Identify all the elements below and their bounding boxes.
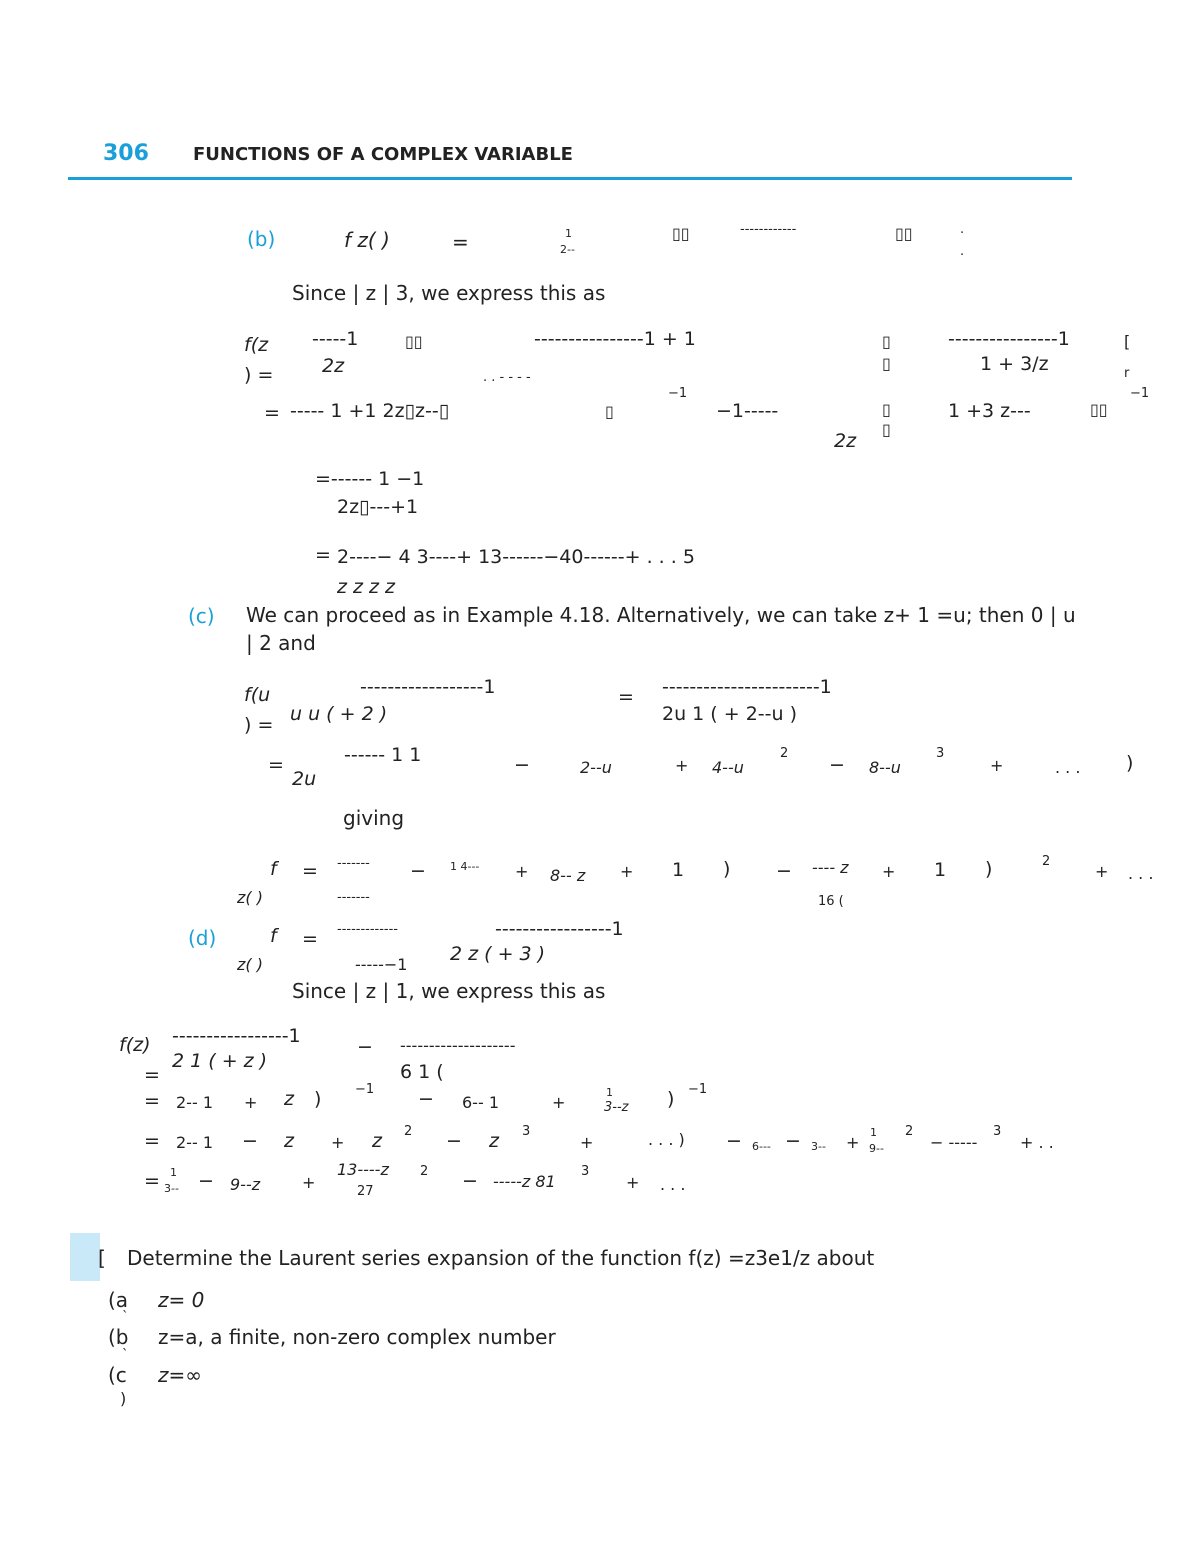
- part-c-paren: ): [985, 858, 993, 880]
- part-c-term: 16 (: [818, 894, 844, 909]
- part-b-box: ▯▯: [672, 224, 690, 243]
- part-b-box: ▯: [882, 332, 891, 351]
- part-d-dots: . . . ): [648, 1130, 685, 1149]
- part-d-term: 6-- 1: [462, 1093, 499, 1112]
- part-c-exponent: 3: [936, 746, 945, 761]
- exercise-item-label: (b: [108, 1325, 129, 1349]
- exercise-item-text: z=∞: [158, 1363, 202, 1387]
- part-c-z: z( ): [237, 888, 263, 907]
- part-b-eq: ) =: [244, 364, 274, 386]
- part-b-dot: ·: [960, 226, 965, 241]
- part-c-term: 1 4---: [450, 860, 480, 873]
- part-d-op: +: [580, 1133, 594, 1152]
- part-c-term: 8-- z: [550, 866, 586, 885]
- part-d-denominator: 2 1 ( + z ): [172, 1050, 268, 1072]
- part-c-numerator: -----------------------1: [662, 676, 832, 698]
- part-d-op: +: [846, 1133, 860, 1152]
- part-c-eq: =: [302, 860, 318, 882]
- part-c-op: +: [515, 862, 529, 881]
- part-c-eq: =: [268, 754, 284, 776]
- part-c-label: (c): [188, 604, 215, 628]
- part-d-term: 27: [357, 1184, 374, 1199]
- part-d-denominator: 2 z ( + 3 ): [450, 943, 546, 965]
- part-d-dots: . . .: [660, 1175, 686, 1194]
- part-c-eq: =: [618, 686, 634, 708]
- part-d-eq: =: [144, 1130, 160, 1152]
- exercise-bracket: [: [98, 1246, 106, 1270]
- part-b-box: ▯: [882, 354, 891, 373]
- part-c-bar: -------: [337, 856, 370, 871]
- part-b-bracket: [: [1124, 332, 1131, 351]
- part-b-numerator: ----------------1: [948, 328, 1070, 350]
- part-c-exponent: 2: [1042, 854, 1051, 869]
- part-b-eq: =: [315, 544, 331, 566]
- part-c-term: 2--u: [580, 758, 612, 777]
- part-d-term: + . .: [1020, 1133, 1054, 1152]
- part-b-exponent: −1: [1130, 386, 1150, 401]
- exercise-item-tick: `: [122, 1310, 129, 1325]
- part-b-series-denominators: z z z z: [337, 576, 396, 598]
- part-d-op: +: [244, 1093, 258, 1112]
- part-b-box: ▯: [605, 402, 614, 421]
- part-c-f: f: [270, 858, 277, 880]
- part-c-op: +: [675, 756, 689, 775]
- part-d-term: 3--: [811, 1140, 826, 1153]
- exercise-item-tick: ): [120, 1389, 127, 1408]
- part-c-op: −: [776, 860, 792, 882]
- part-d-numerator: -----------------1: [172, 1025, 301, 1047]
- part-d-op: −: [462, 1170, 478, 1192]
- exercise-prompt: Determine the Laurent series expansion of the function f(z) =z3e1/z about: [127, 1246, 875, 1270]
- part-c-exponent: 2: [780, 746, 789, 761]
- part-b-series: 2----− 4 3----+ 13------−40------+ . . . 5: [337, 546, 695, 568]
- part-b-bracket: r: [1124, 366, 1130, 381]
- part-d-paren: ): [314, 1088, 322, 1110]
- part-c-denominator: 2u 1 ( + 2--u ): [662, 703, 798, 725]
- part-d-z: z: [372, 1130, 382, 1152]
- part-d-sub: 9--: [869, 1142, 884, 1155]
- part-c-op: +: [882, 862, 896, 881]
- exercise-item-text: z= 0: [158, 1288, 205, 1312]
- part-d-term: − -----: [930, 1133, 978, 1152]
- part-b-since-text: Since | z | 3, we express this as: [292, 281, 606, 305]
- part-d-op: +: [552, 1093, 566, 1112]
- part-d-sup: 1: [170, 1166, 177, 1179]
- part-d-op: −: [446, 1130, 462, 1152]
- part-d-op: +: [302, 1173, 316, 1192]
- part-c-numerator: ------------------1: [360, 676, 496, 698]
- part-d-z: z: [284, 1130, 294, 1152]
- part-c-dots: . . .: [1055, 758, 1081, 777]
- part-d-term: 6---: [752, 1140, 771, 1153]
- part-b-box: ▯: [882, 420, 891, 439]
- part-d-since-text: Since | z | 1, we express this as: [292, 979, 606, 1003]
- part-c-text: We can proceed as in Example 4.18. Alternatively, we can take z+ 1 =u; then 0 | u: [246, 603, 1076, 627]
- part-c-denominator: 2u: [292, 768, 317, 790]
- part-b-eq: =: [264, 402, 280, 424]
- part-b-dots: . . - - - -: [483, 370, 531, 385]
- part-d-eq: =: [144, 1170, 160, 1192]
- part-c-op: +: [1095, 862, 1109, 881]
- part-d-term: 2-- 1: [176, 1093, 213, 1112]
- part-c-denominator: u u ( + 2 ): [290, 703, 388, 725]
- part-d-sub: 3--z: [604, 1100, 629, 1115]
- part-b-term: −1-----: [716, 400, 779, 422]
- part-d-op: −: [418, 1088, 434, 1110]
- part-d-label: (d): [188, 926, 217, 950]
- part-c-term: ------ 1 1: [344, 744, 422, 766]
- part-b-fz: f(z: [244, 334, 269, 356]
- part-c-op: −: [514, 754, 530, 776]
- part-c-op: −: [829, 754, 845, 776]
- part-b-term: ----------------1 + 1: [534, 328, 696, 350]
- part-d-z: z( ): [237, 955, 263, 974]
- part-c-dots: . . .: [1128, 864, 1154, 883]
- part-b-denominator: 2z: [834, 430, 857, 452]
- part-d-exponent: 3: [522, 1124, 531, 1139]
- part-d-term: 9--z: [230, 1175, 261, 1194]
- part-b-box: ▯▯: [1090, 400, 1108, 419]
- part-b-term: 2z▯---+1: [337, 496, 419, 518]
- part-d-op: −: [242, 1130, 258, 1152]
- part-d-term: 2-- 1: [176, 1133, 213, 1152]
- part-d-exponent: 2: [420, 1164, 429, 1179]
- part-d-z: z: [284, 1088, 294, 1110]
- part-b-exponent: −1: [668, 386, 688, 401]
- part-b-term: 1 +3 z---: [948, 400, 1031, 422]
- part-b-dot: ·: [960, 248, 965, 263]
- part-d-term: 13----z: [337, 1160, 389, 1179]
- part-c-giving: giving: [343, 806, 405, 830]
- part-d-exponent: −1: [688, 1082, 708, 1097]
- part-d-eq: =: [302, 928, 318, 950]
- part-c-fu: f(u: [244, 684, 271, 706]
- part-d-term: -----z 81: [493, 1172, 556, 1191]
- part-d-op: −: [785, 1130, 801, 1152]
- part-d-eq: =: [144, 1090, 160, 1112]
- part-b-box: ▯: [882, 400, 891, 419]
- part-b-term: =------ 1 −1: [315, 468, 425, 490]
- part-d-f: f: [270, 925, 277, 947]
- part-d-fz: f(z): [119, 1034, 151, 1056]
- chapter-title: FUNCTIONS OF A COMPLEX VARIABLE: [193, 144, 573, 165]
- part-b-denominator: 2z: [322, 355, 345, 377]
- part-d-sup: 1: [606, 1086, 613, 1099]
- part-d-numerator: -----------------1: [495, 918, 624, 940]
- part-d-op: +: [626, 1173, 640, 1192]
- part-d-denominator: 6 1 (: [400, 1061, 444, 1083]
- part-d-op: +: [331, 1133, 345, 1152]
- part-c-term: 4--u: [712, 758, 744, 777]
- part-c-text: | 2 and: [246, 631, 316, 655]
- part-d-sub: 3--: [164, 1182, 179, 1195]
- part-b-box: ▯▯: [895, 224, 913, 243]
- part-d-bar: -------------: [337, 922, 398, 937]
- part-c-paren: ): [1126, 752, 1134, 774]
- part-b-term: ----- 1 +1 2z▯z--▯: [290, 400, 450, 422]
- part-d-paren: ): [667, 1088, 675, 1110]
- part-c-eq: ) =: [244, 714, 274, 736]
- page-number: 306: [103, 141, 149, 166]
- part-c-op: +: [620, 862, 634, 881]
- exercise-marker: [70, 1233, 100, 1281]
- part-d-z: z: [489, 1130, 499, 1152]
- part-d-term: -----−1: [355, 955, 408, 974]
- part-d-sup: 1: [870, 1126, 877, 1139]
- part-b-function: f z( ): [344, 228, 390, 252]
- part-c-one: 1: [934, 859, 947, 881]
- part-c-bar: -------: [337, 890, 370, 905]
- part-b-equals: =: [452, 230, 469, 254]
- part-b-sub: 2--: [560, 243, 575, 256]
- part-c-term: 8--u: [869, 758, 901, 777]
- part-c-paren: ): [723, 858, 731, 880]
- exercise-item-tick: `: [122, 1348, 129, 1363]
- part-d-op: −: [198, 1170, 214, 1192]
- part-b-box: ▯▯: [405, 332, 423, 351]
- part-d-exponent: 2: [404, 1124, 413, 1139]
- part-d-exponent: 2: [905, 1124, 914, 1139]
- part-b-denominator: 1 + 3/z: [980, 353, 1049, 375]
- exercise-item-text: z=a, a finite, non-zero complex number: [158, 1325, 556, 1349]
- exercise-item-label: (c: [108, 1363, 127, 1387]
- exercise-item-label: (a: [108, 1288, 129, 1312]
- part-c-op: −: [410, 860, 426, 882]
- part-d-op: −: [726, 1130, 742, 1152]
- part-d-exponent: 3: [581, 1164, 590, 1179]
- part-c-term: ---- z: [812, 858, 849, 877]
- part-b-sup: 1: [565, 227, 572, 240]
- part-d-exponent: 3: [993, 1124, 1002, 1139]
- header-rule: [68, 177, 1072, 180]
- part-c-op: +: [990, 756, 1004, 775]
- part-b-numerator: -----1: [312, 328, 359, 350]
- part-b-fraction-bar: ------------: [740, 222, 797, 237]
- part-d-exponent: −1: [355, 1082, 375, 1097]
- part-b-label: (b): [247, 227, 276, 251]
- part-d-bar: --------------------: [400, 1036, 516, 1055]
- part-d-eq: =: [144, 1064, 160, 1086]
- part-d-op: −: [357, 1036, 373, 1058]
- part-c-one: 1: [672, 859, 685, 881]
